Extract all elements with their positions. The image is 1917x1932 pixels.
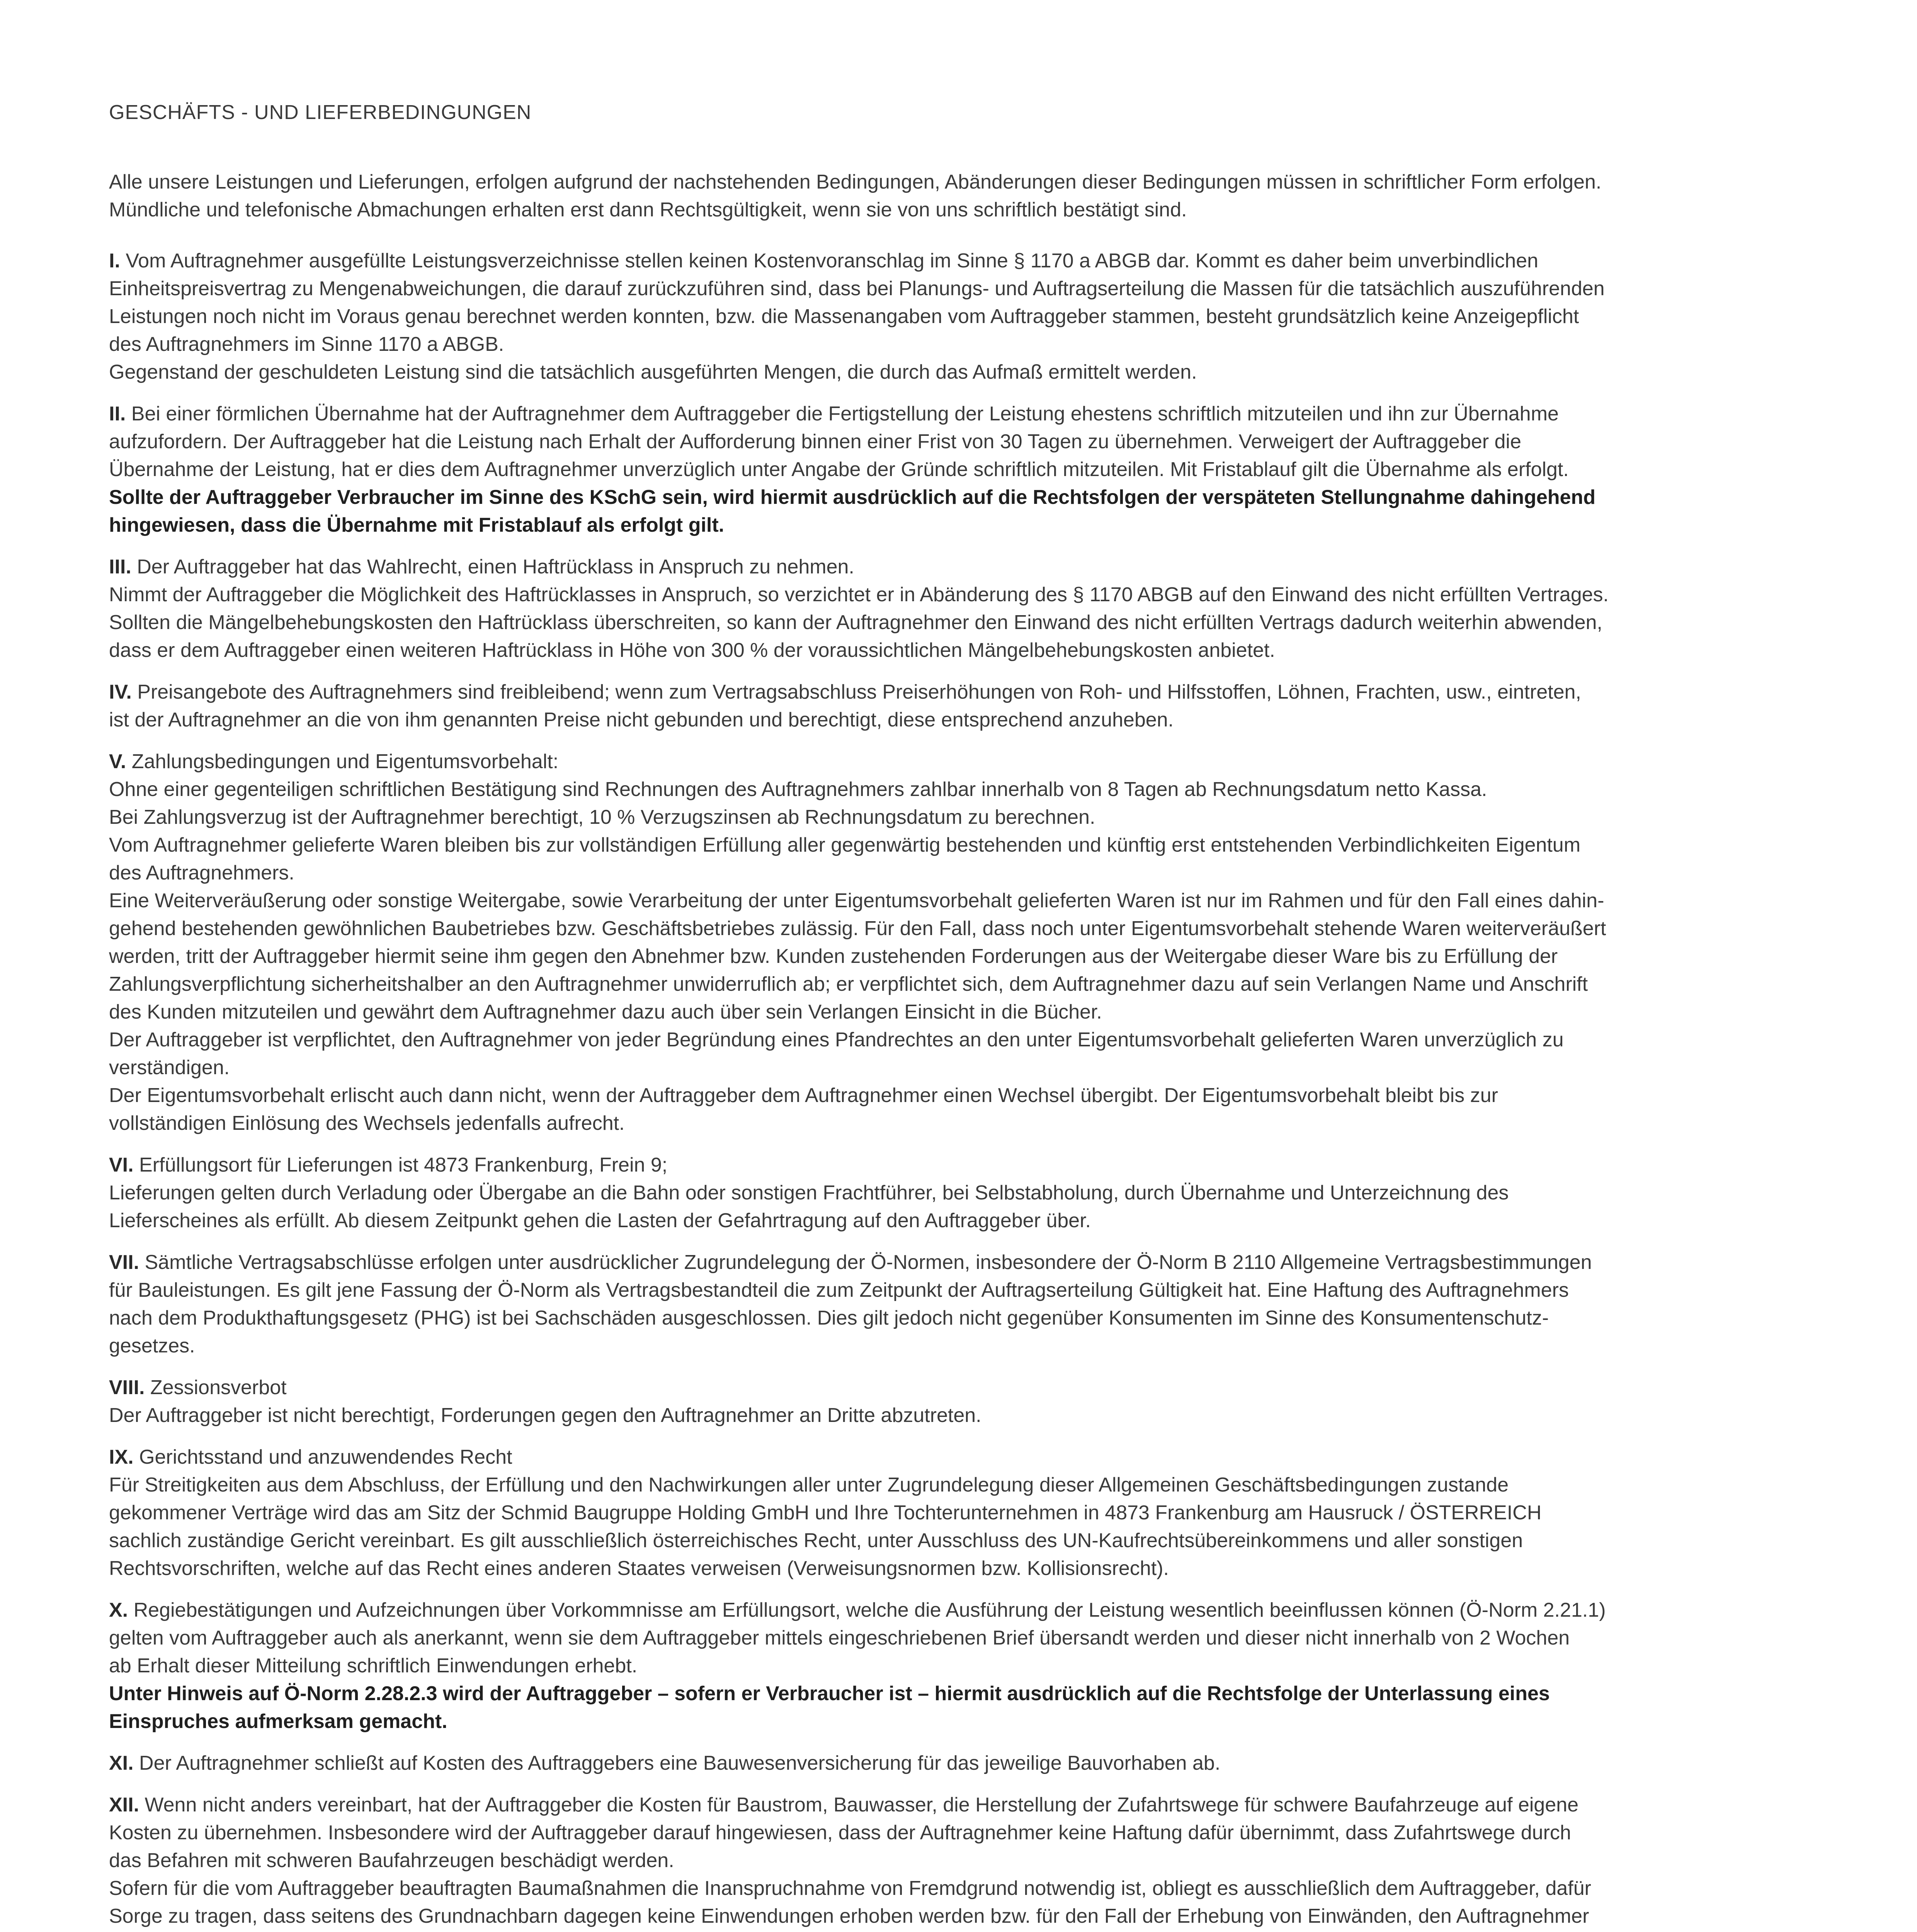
- clause-line: Eine Weiterveräußerung oder sonstige Weitergabe, sowie Verarbeitung der unter Eigentumsvorbehalt gelieferten Waren ist nur im Rahmen und für den Fall eines dahin-: [109, 889, 1604, 912]
- clause-line: Ohne einer gegenteiligen schriftlichen Bestätigung sind Rechnungen des Auftragnehmers zahlbar innerhalb von 8 Tagen ab Rechnungsdatum netto Kassa.: [109, 778, 1487, 801]
- clause-line: Leistungen noch nicht im Voraus genau berechnet werden konnten, bzw. die Massenangaben vom Auftraggeber stammen, besteht grundsätzlich keine Anzeigepflicht: [109, 305, 1579, 328]
- clause-number: II.: [109, 403, 126, 425]
- clause-line: Für Streitigkeiten aus dem Abschluss, der Erfüllung und den Nachwirkungen aller unter Zugrundelegung dieser Allgemeinen Geschäftsbedingungen zustande: [109, 1474, 1509, 1496]
- clause-2: [109, 400, 1813, 539]
- clause-4: [109, 678, 1813, 734]
- clause-line: Sorge zu tragen, dass seitens des Grundnachbarn dagegen keine Einwendungen erhoben werden bzw. für den Fall der Erhebung von Einwänden, den Auftragnehmer: [109, 1905, 1589, 1927]
- clause-line: [109, 1791, 1813, 1819]
- clause-line: des Kunden mitzuteilen und gewährt dem Auftragnehmer dazu auch über sein Verlangen Einsicht in die Bücher.: [109, 1001, 1102, 1023]
- clause-3: [109, 553, 1813, 664]
- clause-text: Preisangebote des Auftragnehmers sind freibleibend; wenn zum Vertragsabschluss Preiserhöhungen von Roh- und Hilfsstoffen, Löhnen, Frachten, usw., eintreten,: [131, 681, 1581, 703]
- clause-line: [109, 748, 1813, 776]
- clause-line: Der Auftraggeber ist verpflichtet, den Auftragnehmer von jeder Begründung eines Pfandrechtes an den unter Eigentumsvorbehalt gelieferten Waren unverzüglich zu: [109, 1029, 1564, 1051]
- clause-line: das Befahren mit schweren Baufahrzeugen beschädigt werden.: [109, 1849, 674, 1872]
- clause-line: Lieferungen gelten durch Verladung oder Übergabe an die Bahn oder sonstigen Frachtführer, bei Selbstabholung, durch Übernahme und Unterzeichnung des: [109, 1182, 1509, 1204]
- clauses-list: [109, 247, 1813, 1932]
- clause-emphasis-line: hingewiesen, dass die Übernahme mit Fristablauf als erfolgt gilt.: [109, 514, 725, 536]
- clause-text: Erfüllungsort für Lieferungen ist 4873 Frankenburg, Frein 9;: [133, 1154, 668, 1176]
- clause-text: Gerichtsstand und anzuwendendes Recht: [133, 1446, 512, 1468]
- clause-text: Der Auftragnehmer schließt auf Kosten des Auftraggebers eine Bauwesenversicherung für das jeweilige Bauvorhaben ab.: [133, 1752, 1221, 1774]
- clause-line: Vom Auftragnehmer gelieferte Waren bleiben bis zur vollständigen Erfüllung aller gegenwärtig bestehenden und künftig erst entstehenden Verbindlichkeiten Eigentum: [109, 834, 1581, 856]
- clause-line: Lieferscheines als erfüllt. Ab diesem Zeitpunkt gehen die Lasten der Gefahrtragung auf den Auftraggeber über.: [109, 1209, 1091, 1232]
- clause-8: [109, 1374, 1813, 1429]
- clause-line: Nimmt der Auftraggeber die Möglichkeit des Haftrücklasses in Anspruch, so verzichtet er in Abänderung des § 1170 ABGB auf den Einwand des nicht erfüllten Vertrages.: [109, 583, 1609, 606]
- clause-text: Wenn nicht anders vereinbart, hat der Auftraggeber die Kosten für Baustrom, Bauwasser, die Herstellung der Zufahrtswege für schwere Baufahrzeuge auf eigene: [139, 1794, 1579, 1816]
- clause-line: Sollten die Mängelbehebungskosten den Haftrücklass überschreiten, so kann der Auftragnehmer den Einwand des nicht erfüllten Vertrags dadurch weiterhin abwenden,: [109, 611, 1602, 634]
- clause-line: gekommener Verträge wird das am Sitz der Schmid Baugruppe Holding GmbH und Ihre Tochterunternehmen in 4873 Frankenburg am Hausruck / ÖSTERREICH: [109, 1502, 1542, 1524]
- clause-text: Zahlungsbedingungen und Eigentumsvorbehalt:: [126, 750, 559, 773]
- clause-line: [109, 1596, 1813, 1624]
- clause-10: [109, 1596, 1813, 1735]
- clause-7: [109, 1248, 1813, 1360]
- clause-line: Kosten zu übernehmen. Insbesondere wird der Auftraggeber darauf hingewiesen, dass der Auftragnehmer keine Haftung dafür übernimmt, dass Zufahrtswege durch: [109, 1821, 1571, 1844]
- clause-line: Der Auftraggeber ist nicht berechtigt, Forderungen gegen den Auftragnehmer an Dritte abzutreten.: [109, 1404, 981, 1427]
- clause-number: VII.: [109, 1251, 139, 1274]
- clause-emphasis-line: Unter Hinweis auf Ö-Norm 2.28.2.3 wird der Auftraggeber – sofern er Verbraucher ist – hiermit ausdrücklich auf die Rechtsfolge der Unterlassung eines: [109, 1682, 1550, 1705]
- clause-6: [109, 1151, 1813, 1235]
- clause-line: werden, tritt der Auftraggeber hiermit seine ihm gegen den Abnehmer bzw. Kunden zustehenden Forderungen aus der Weitergabe dieser Ware bis zu Erfüllung der: [109, 945, 1558, 968]
- intro-line: Alle unsere Leistungen und Lieferungen, erfolgen aufgrund der nachstehenden Bedingungen, Abänderungen dieser Bedingungen müssen in schriftlicher Form erfolgen.: [109, 171, 1602, 193]
- clause-line: vollständigen Einlösung des Wechsels jedenfalls aufrecht.: [109, 1112, 625, 1134]
- clause-text: Zessionsverbot: [145, 1376, 287, 1399]
- clause-text: Vom Auftragnehmer ausgefüllte Leistungsverzeichnisse stellen keinen Kostenvoranschlag im Sinne § 1170 a ABGB dar. Kommt es daher beim unverbindlichen: [120, 250, 1538, 272]
- clause-text: Regiebestätigungen und Aufzeichnungen über Vorkommnisse am Erfüllungsort, welche die Ausführung der Leistung wesentlich beeinflussen können (Ö-Norm 2.21.1): [128, 1599, 1606, 1621]
- clause-line: [109, 1151, 1813, 1179]
- clause-line: [109, 247, 1813, 275]
- clause-line: gelten vom Auftraggeber auch als anerkannt, wenn sie dem Auftraggeber mittels eingeschriebenen Brief übersandt werden und dieser nicht innerhalb von 2 Wochen: [109, 1627, 1570, 1649]
- clause-line: nach dem Produkthaftungsgesetz (PHG) ist bei Sachschäden ausgeschlossen. Dies gilt jedoch nicht gegenüber Konsumenten im Sinne des Konsumentenschutz-: [109, 1307, 1549, 1329]
- clause-line: des Auftragnehmers im Sinne 1170 a ABGB.: [109, 333, 504, 355]
- clause-line: für Bauleistungen. Es gilt jene Fassung der Ö-Norm als Vertragsbestandteil die zum Zeitpunkt der Auftragserteilung Gültigkeit hat. Eine Haftung des Auftragnehmers: [109, 1279, 1569, 1301]
- clause-text: Sämtliche Vertragsabschlüsse erfolgen unter ausdrücklicher Zugrundelegung der Ö-Normen, insbesondere der Ö-Norm B 2110 Allgemeine Vertragsbestimmungen: [139, 1251, 1592, 1274]
- clause-line: Gegenstand der geschuldeten Leistung sind die tatsächlich ausgeführten Mengen, die durch das Aufmaß ermittelt werden.: [109, 361, 1197, 383]
- clause-1: [109, 247, 1813, 386]
- clause-number: IX.: [109, 1446, 134, 1468]
- clause-line: [109, 1749, 1813, 1777]
- clause-line: des Auftragnehmers.: [109, 862, 294, 884]
- clause-emphasis-line: Sollte der Auftraggeber Verbraucher im Sinne des KSchG sein, wird hiermit ausdrücklich auf die Rechtsfolgen der verspäteten Stellungnahme dahingehend: [109, 486, 1596, 509]
- clause-line: Einheitspreisvertrag zu Mengenabweichungen, die darauf zurückzuführen sind, dass bei Planungs- und Auftragserteilung die Massen für die tatsächlich auszuführenden: [109, 277, 1605, 300]
- clause-line: Zahlungsverpflichtung sicherheitshalber an den Auftragnehmer unwiderruflich ab; er verpflichtet sich, dem Auftragnehmer dazu auf sein Verlangen Name und Anschrift: [109, 973, 1588, 995]
- clause-line: [109, 1443, 1813, 1471]
- clause-text: Der Auftraggeber hat das Wahlrecht, einen Haftrücklass in Anspruch zu nehmen.: [131, 556, 854, 578]
- clause-12: [109, 1791, 1813, 1932]
- clause-line: gesetzes.: [109, 1335, 195, 1357]
- clause-11: [109, 1749, 1813, 1777]
- document-title: GESCHÄFTS - UND LIEFERBEDINGUNGEN: [109, 101, 532, 124]
- clause-line: verständigen.: [109, 1056, 230, 1079]
- clause-number: XII.: [109, 1794, 139, 1816]
- clause-line: Bei Zahlungsverzug ist der Auftragnehmer berechtigt, 10 % Verzugszinsen ab Rechnungsdatum zu berechnen.: [109, 806, 1095, 828]
- clause-emphasis-line: Einspruches aufmerksam gemacht.: [109, 1710, 447, 1733]
- clause-number: X.: [109, 1599, 128, 1621]
- clause-5: [109, 748, 1813, 1137]
- clause-line: sachlich zuständige Gericht vereinbart. Es gilt ausschließlich österreichisches Recht, unter Ausschluss des UN-Kaufrechtsübereinkommens und aller sonstigen: [109, 1529, 1523, 1552]
- clause-line: gehend bestehenden gewöhnlichen Baubetriebes bzw. Geschäftsbetriebes zulässig. Für den Fall, dass noch unter Eigentumsvorbehalt stehende Waren weiterveräußert: [109, 917, 1606, 940]
- clause-line: Sofern für die vom Auftraggeber beauftragten Baumaßnahmen die Inanspruchnahme von Fremdgrund notwendig ist, obliegt es ausschließlich dem Auftraggeber, dafür: [109, 1877, 1591, 1900]
- clause-number: VIII.: [109, 1376, 145, 1399]
- clause-line: ist der Auftragnehmer an die von ihm genannten Preise nicht gebunden und berechtigt, diese entsprechend anzuheben.: [109, 709, 1174, 731]
- clause-number: V.: [109, 750, 126, 773]
- intro-line: Mündliche und telefonische Abmachungen erhalten erst dann Rechtsgültigkeit, wenn sie von uns schriftlich bestätigt sind.: [109, 199, 1187, 221]
- clause-line: [109, 400, 1813, 428]
- clause-line: [109, 553, 1813, 581]
- clause-number: IV.: [109, 681, 132, 703]
- clause-line: ab Erhalt dieser Mitteilung schriftlich Einwendungen erhebt.: [109, 1655, 638, 1677]
- clause-text: Bei einer förmlichen Übernahme hat der Auftragnehmer dem Auftraggeber die Fertigstellung der Leistung ehestens schriftlich mitzuteilen und ihn zur Übernahme: [126, 403, 1559, 425]
- clause-number: XI.: [109, 1752, 134, 1774]
- clause-number: I.: [109, 250, 120, 272]
- clause-line: Rechtsvorschriften, welche auf das Recht eines anderen Staates verweisen (Verweisungsnormen bzw. Kollisionsrecht).: [109, 1557, 1169, 1580]
- clause-9: [109, 1443, 1813, 1582]
- clause-line: Der Eigentumsvorbehalt erlischt auch dann nicht, wenn der Auftraggeber dem Auftragnehmer einen Wechsel übergibt. Der Eigentumsvorbehalt bleibt bis zur: [109, 1084, 1498, 1107]
- clause-line: [109, 678, 1813, 706]
- clause-line: aufzufordern. Der Auftraggeber hat die Leistung nach Erhalt der Aufforderung binnen einer Frist von 30 Tagen zu übernehmen. Verweigert der Auftraggeber die: [109, 430, 1521, 453]
- clause-number: VI.: [109, 1154, 134, 1176]
- clause-line: dass er dem Auftraggeber einen weiteren Haftrücklass in Höhe von 300 % der voraussichtlichen Mängelbehebungskosten anbietet.: [109, 639, 1275, 662]
- clause-line: Übernahme der Leistung, hat er dies dem Auftragnehmer unverzüglich unter Angabe der Gründe schriftlich mitzuteilen. Mit Fristablauf gilt die Übernahme als erfolgt.: [109, 458, 1569, 481]
- terms-document: [109, 99, 1813, 1932]
- clause-number: III.: [109, 556, 131, 578]
- intro-paragraph: [109, 168, 1813, 224]
- clause-line: [109, 1374, 1813, 1401]
- clause-line: [109, 1930, 1813, 1932]
- clause-line: [109, 1248, 1813, 1276]
